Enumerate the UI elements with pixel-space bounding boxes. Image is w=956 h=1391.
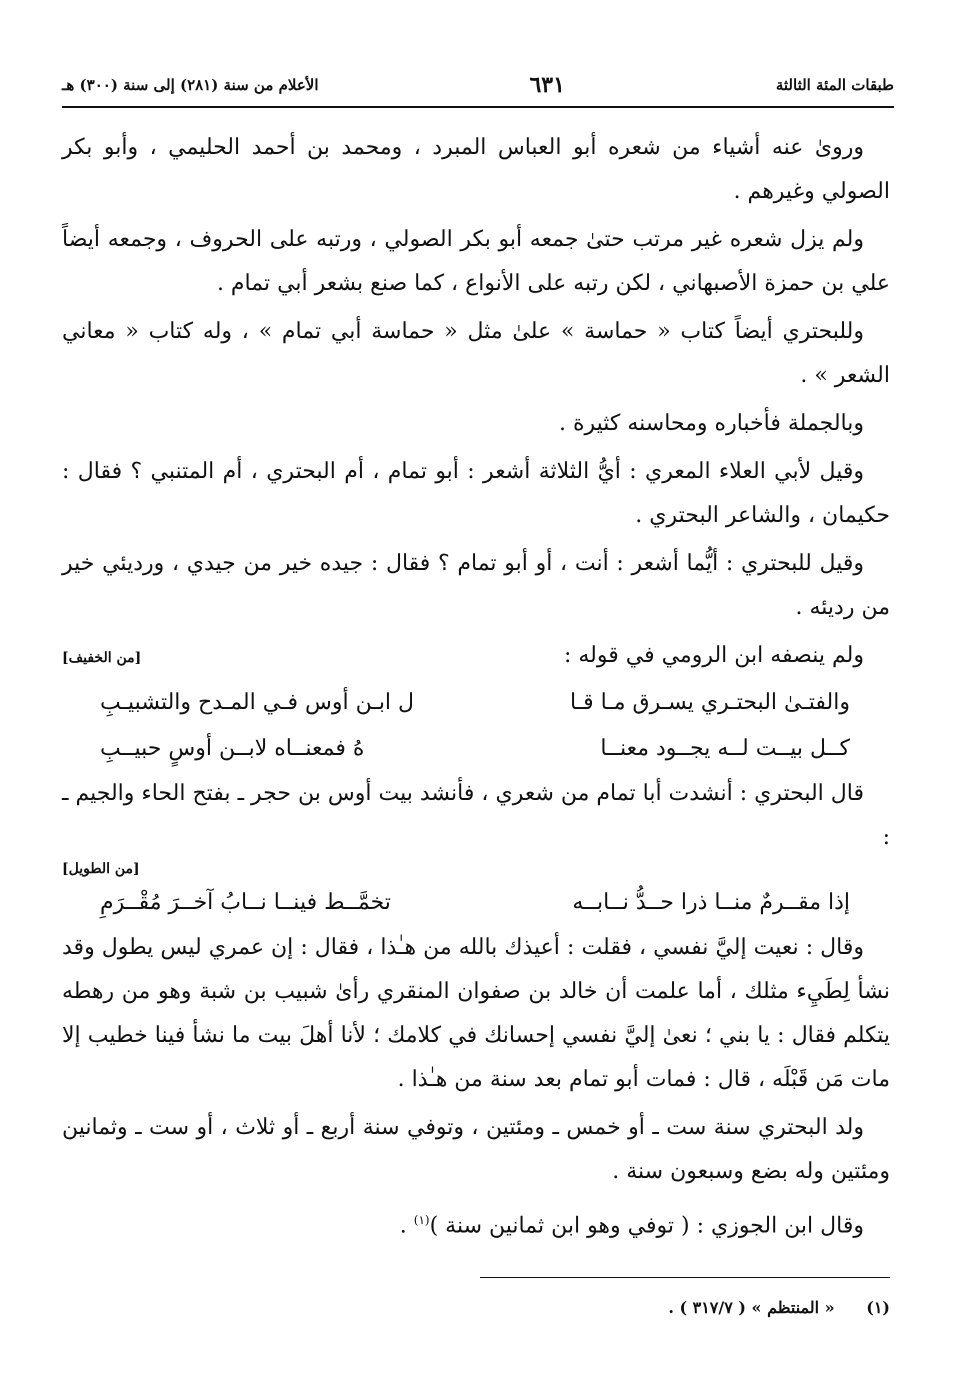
- page-number: ٦٣١: [529, 72, 565, 98]
- paragraph: وقال : نعيت إليَّ نفسي ، فقلت : أعيذك بالله من هـٰذا ، فقال : إن عمري ليس يطول وقد نشأ لِطَيِء مثلك ، أما علمت أن خالد بن صفوان المنقري رأىٰ شبيب بن شبة وهو من رهطه يتكلم فقال : يا بني ؛ نعىٰ إليَّ نفسي إحسانك في كلامك ؛ لأنا أهلَ بيت ما نشأ فينا خطيب إلا مات مَن قَبْلَه ، قال : فمات أبو تمام بعد سنة من هـٰذا .: [62, 935, 890, 1092]
- range-title: الأعلام من سنة (٢٨١) إلى سنة (٣٠٠) هـ: [62, 76, 319, 94]
- footnote-marker[interactable]: (١): [413, 1213, 430, 1227]
- poem-intro-text: قال البحتري : أنشدت أبا تمام من شعري ، فأنشد بيت أوس بن حجر ـ بفتح الحاء والجيم ـ :: [62, 781, 890, 850]
- paragraph: ولد البحتري سنة ست ـ أو خمس ـ ومئتين ، وتوفي سنة أربع ـ أو ثلاث ، أو ست ـ وثمانين ومئتين وله بضع وسبعون سنة .: [62, 1115, 890, 1184]
- paragraph-text: وقال ابن الجوزي : ( توفي وهو ابن ثمانين سنة ): [429, 1213, 864, 1239]
- paragraph: ولم يزل شعره غير مرتب حتىٰ جمعه أبو بكر الصولي ، ورتبه على الحروف ، وجمعه أيضاً علي بن حمزة الأصبهاني ، لكن رتبه على الأنواع ، كما صنع بشعر أبي تمام .: [62, 227, 890, 296]
- paragraph: وبالجملة فأخباره ومحاسنه كثيرة .: [558, 411, 864, 436]
- footnote-text: « المنتظم » ( ٣١٧/٧ ) .: [668, 1298, 835, 1317]
- poem-intro: [62, 634, 890, 680]
- paragraph-end: .: [399, 1213, 414, 1239]
- hemistich-first: كــل بيــت لــه يجــود معنــا: [600, 736, 850, 761]
- verse-line: [62, 726, 890, 772]
- paragraph: وقيل لأبي العلاء المعري : أيُّ الثلاثة أشعر : أبو تمام ، أم البحتري ، أم المتنبي ؟ فقال : حكيمان ، والشاعر البحتري .: [62, 459, 890, 528]
- footnote: [62, 1294, 890, 1322]
- meter-label: [من الخفيف]: [62, 650, 142, 666]
- paragraph: ورویٰ عنه أشياء من شعره أبو العباس المبرد ، ومحمد بن أحمد الحليمي ، وأبو بكر الصولي وغيرهم .: [62, 135, 890, 204]
- paragraph: وللبحتري أيضاً كتاب « حماسة » علىٰ مثل « حماسة أبي تمام » ، وله كتاب « معاني الشعر » .: [62, 319, 890, 388]
- running-header: [62, 70, 894, 100]
- hemistich-second: ل ابـن أوس فـي المـدح والتشبيـبِ: [100, 690, 415, 715]
- meter-row: [62, 858, 890, 880]
- paragraph-last: [62, 1198, 890, 1248]
- paragraph: وقيل للبحتري : أيُّما أشعر : أنت ، أو أبو تمام ؟ فقال : جيده خير من جيدي ، ورديئي خير من رديئه .: [62, 551, 890, 620]
- verse-line: [62, 880, 890, 926]
- poem-intro-text: ولم ينصفه ابن الرومي في قوله :: [563, 643, 864, 668]
- meter-label: [من الطويل]: [62, 861, 140, 877]
- verse-line: [62, 680, 890, 726]
- header-rule: [62, 106, 894, 108]
- section-title: طبقات المئة الثالثة: [775, 76, 894, 94]
- footnote-rule: [480, 1277, 890, 1278]
- footnote-number: (١): [866, 1298, 890, 1317]
- hemistich-second: هُ فمعنــاه لابــن أوسٍ حبيــبِ: [100, 736, 365, 761]
- hemistich-first: إذا مقــرمٌ منــا ذرا حــدُّ نــابــه: [572, 890, 850, 915]
- main-text: [62, 126, 890, 1252]
- hemistich-second: تخمَّــط فينــا نــابُ آخــرَ مُقْــرَمِ: [100, 890, 391, 915]
- hemistich-first: والفتـىٰ البحتـري يسـرق مـا قـا: [569, 690, 850, 715]
